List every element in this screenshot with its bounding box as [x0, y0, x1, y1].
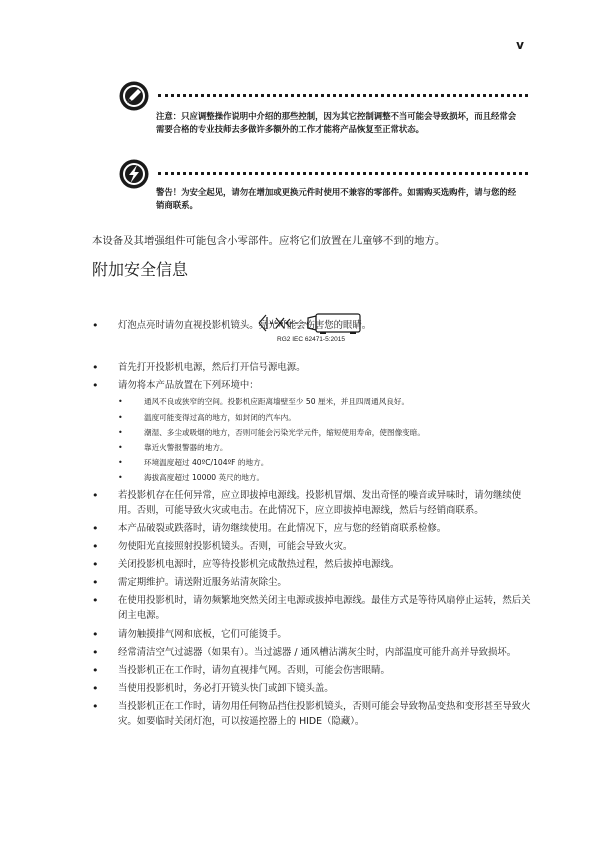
- list-item: [92, 663, 532, 678]
- sub-list-item: • 通风不良或狭窄的空间。投影机应距离墙壁至少 50 厘米，并且四周通风良好。: [118, 396, 532, 408]
- note-pen-icon: [118, 80, 150, 112]
- list-item: [92, 488, 532, 518]
- list-item: [92, 645, 532, 660]
- laser-safety-symbol: [256, 310, 366, 346]
- list-item-text: 首先打开投影机电源，然后打开信号源电源。: [118, 362, 306, 374]
- list-item: [92, 627, 532, 642]
- eye-projector-icon: [256, 310, 366, 336]
- list-item-text: 灯泡点亮时请勿直视投影机镜头。亮光可能会伤害您的眼睛。: [118, 320, 372, 331]
- list-item: [92, 557, 532, 572]
- laser-caption: RG2 IEC 62471-5:2015: [277, 336, 345, 343]
- warning-box: [118, 158, 528, 218]
- sub-list-item: • 海拔高度超过 10000 英尺的地方。: [118, 472, 532, 484]
- dotted-divider: [158, 172, 528, 175]
- warning-text: 警告！为安全起见，请勿在增加或更换元件时使用不兼容的零部件。如需购买选购件，请与您的经销商联系。: [156, 187, 517, 210]
- list-item-text: 需定期维护。请送附近服务站清灰除尘。: [118, 577, 287, 589]
- sub-list-item: • 潮湿、多尘或吸烟的地方，否则可能会污染光学元件，缩短使用寿命，使图像变暗。: [118, 427, 532, 439]
- list-item-text: 请勿触摸排气网和底板，它们可能烫手。: [118, 628, 287, 640]
- list-item-text: 在使用投影机时，请勿频繁地突然关闭主电源或拔掉电源线。最佳方式是等待风扇停止运转，然后关闭主电源。: [118, 595, 531, 622]
- list-item: [92, 593, 532, 623]
- list-item-text: 关闭投影机电源时，应等待投影机完成散热过程，然后拔掉电源线。: [118, 559, 400, 571]
- intro-paragraph: 本设备及其增强组件可能包含小零部件。应将它们放置在儿童够不到的地方。: [92, 235, 446, 247]
- list-item-text: 勿使阳光直接照射投影机镜头。否则，可能会导致火灾。: [118, 540, 353, 552]
- list-item-text: 当使用投影机时，务必打开镜头快门或卸下镜头盖。: [118, 683, 334, 695]
- list-item-text: 当投影机正在工作时，请勿直视排气网。否则，可能会伤害眼睛。: [118, 665, 390, 676]
- section-title: 附加安全信息: [92, 260, 189, 279]
- list-item: [92, 378, 532, 484]
- environment-list: [118, 396, 532, 484]
- page-number: v: [516, 38, 524, 52]
- safety-list: [92, 318, 532, 733]
- list-item-text: 请勿将本产品放置在下列环境中：: [118, 380, 259, 392]
- list-item-text: 本产品破裂或跌落时，请勿继续使用。在此情况下，应与您的经销商联系检修。: [118, 522, 447, 534]
- list-item: [92, 699, 532, 729]
- warning-lightning-icon: [118, 158, 150, 190]
- sub-list-item: • 靠近火警报警器的地方。: [118, 442, 532, 454]
- sub-list-item: • 温度可能变得过高的地方，如封闭的汽车内。: [118, 412, 532, 424]
- list-item: [92, 575, 532, 590]
- list-item-text: 经常清洁空气过滤器（如果有）。当过滤器 / 通风槽沾满灰尘时，内部温度可能升高并导致损坏。: [118, 646, 517, 658]
- sub-list-item: • 环境温度超过 40ºC/104ºF 的地方。: [118, 457, 532, 469]
- list-item: [92, 360, 532, 375]
- list-item-text: 若投影机存在任何异常，应立即拔掉电源线。投影机冒烟、发出奇怪的噪音或异味时，请勿继续使用。否则，可能导致火灾或电击。在此情况下，应立即拔掉电源线，然后与经销商联系。: [118, 489, 522, 516]
- list-item-text: 当投影机正在工作时，请勿用任何物品挡住投影机镜头，否则可能会导致物品变热和变形甚至导致火灾。如要临时关闭灯泡，可以按遥控器上的 HIDE（隐藏）。: [118, 701, 531, 728]
- list-item: [92, 539, 532, 554]
- note-box: [118, 80, 528, 150]
- note-text: 注意：只应调整操作说明中介绍的那些控制，因为其它控制调整不当可能会导致损坏，而且经常会需要合格的专业技师去多做许多额外的工作才能将产品恢复至正常状态。: [156, 111, 517, 134]
- dotted-divider: [158, 94, 528, 97]
- list-item: [92, 521, 532, 536]
- list-item: [92, 681, 532, 696]
